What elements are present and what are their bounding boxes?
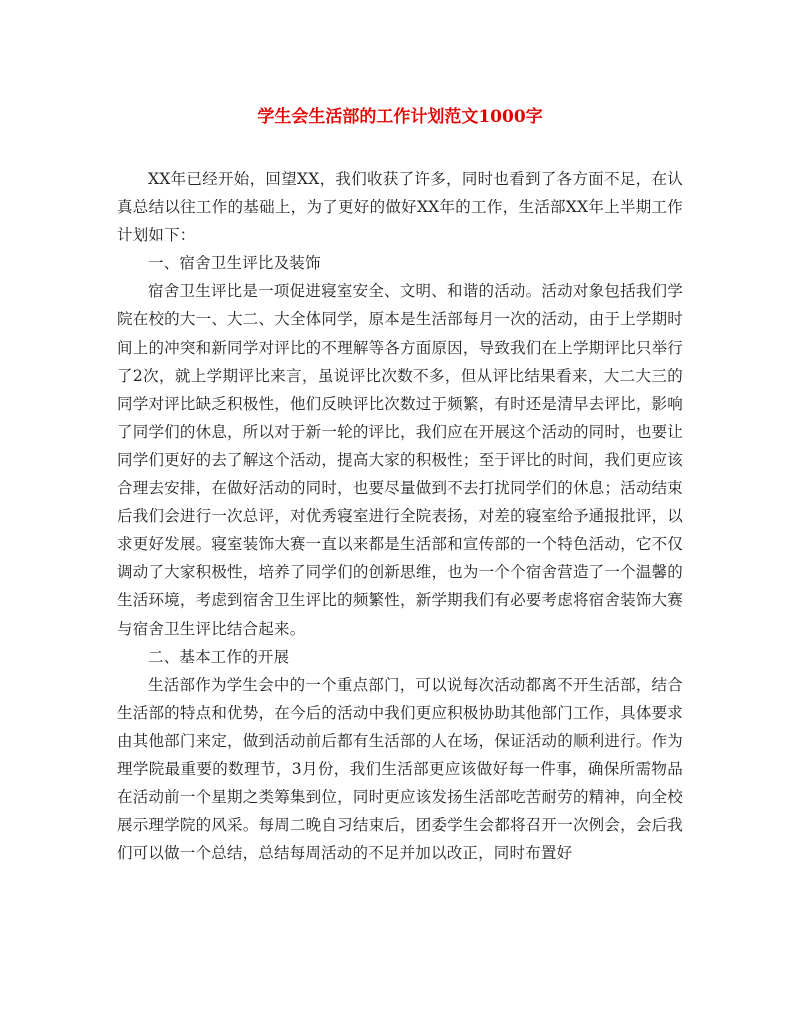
dorm-paragraph: 宿舍卫生评比是一项促进寝室安全、文明、和谐的活动。活动对象包括我们学院在校的大一、大二、大全体同学，原本是生活部每月一次的活动，由于上学期时间上的冲突和新同学对评比的不理解等各方面原因，导致我们在上学期评比只举行了2次，就上学期评比来言，虽说评比次数不多，但从评比结果看来，大二大三的同学对评比缺乏积极性，他们反映评比次数过于频繁，有时还是清早去评比，影响了同学们的休息，所以对于新一轮的评比，我们应在开展这个活动的同时，也要让同学们更好的去了解这个活动，提高大家的积极性；至于评比的时间，我们更应该合理去安排，在做好活动的同时，也要尽量做到不去打扰同学们的休息；活动结束后我们会进行一次总评，对优秀寝室进行全院表扬，对差的寝室给予通报批评，以求更好发展。寝室装饰大赛一直以来都是生活部和宣传部的一个特色活动，它不仅调动了大家积极性，培养了同学们的创新思维，也为一个个宿舍营造了一个温馨的生活环境，考虑到宿舍卫生评比的频繁性，新学期我们有必要考虑将宿舍装饰大赛与宿舍卫生评比结合起来。 [117, 282, 683, 638]
section-heading-dorm: 一、宿舍卫生评比及装饰 [148, 254, 321, 273]
intro-paragraph: XX年已经开始，回望XX，我们收获了许多，同时也看到了各方面不足，在认真总结以往工作的基础上，为了更好的做好XX年的工作，生活部XX年上半期工作计划如下： [117, 170, 683, 245]
basic-work-paragraph: 生活部作为学生会中的一个重点部门，可以说每次活动都离不开生活部，结合生活部的特点和优势，在今后的活动中我们更应积极协助其他部门工作，具体要求由其他部门来定，做到活动前后都有生活部的人在场，保证活动的顺利进行。作为理学院最重要的数理节，3月份，我们生活部更应该做好每一件事，确保所需物品在活动前一个星期之类筹集到位，同时更应该发扬生活部吃苦耐劳的精神，向全校展示理学院的风采。每周二晚自习结束后，团委学生会都将召开一次例会，会后我们可以做一个总结，总结每周活动的不足并加以改正，同时布置好 [117, 675, 683, 863]
section-heading-basic-work: 二、基本工作的开展 [148, 647, 290, 666]
document-title: 学生会生活部的工作计划范文1000字 [257, 107, 543, 127]
document-body [117, 165, 683, 867]
